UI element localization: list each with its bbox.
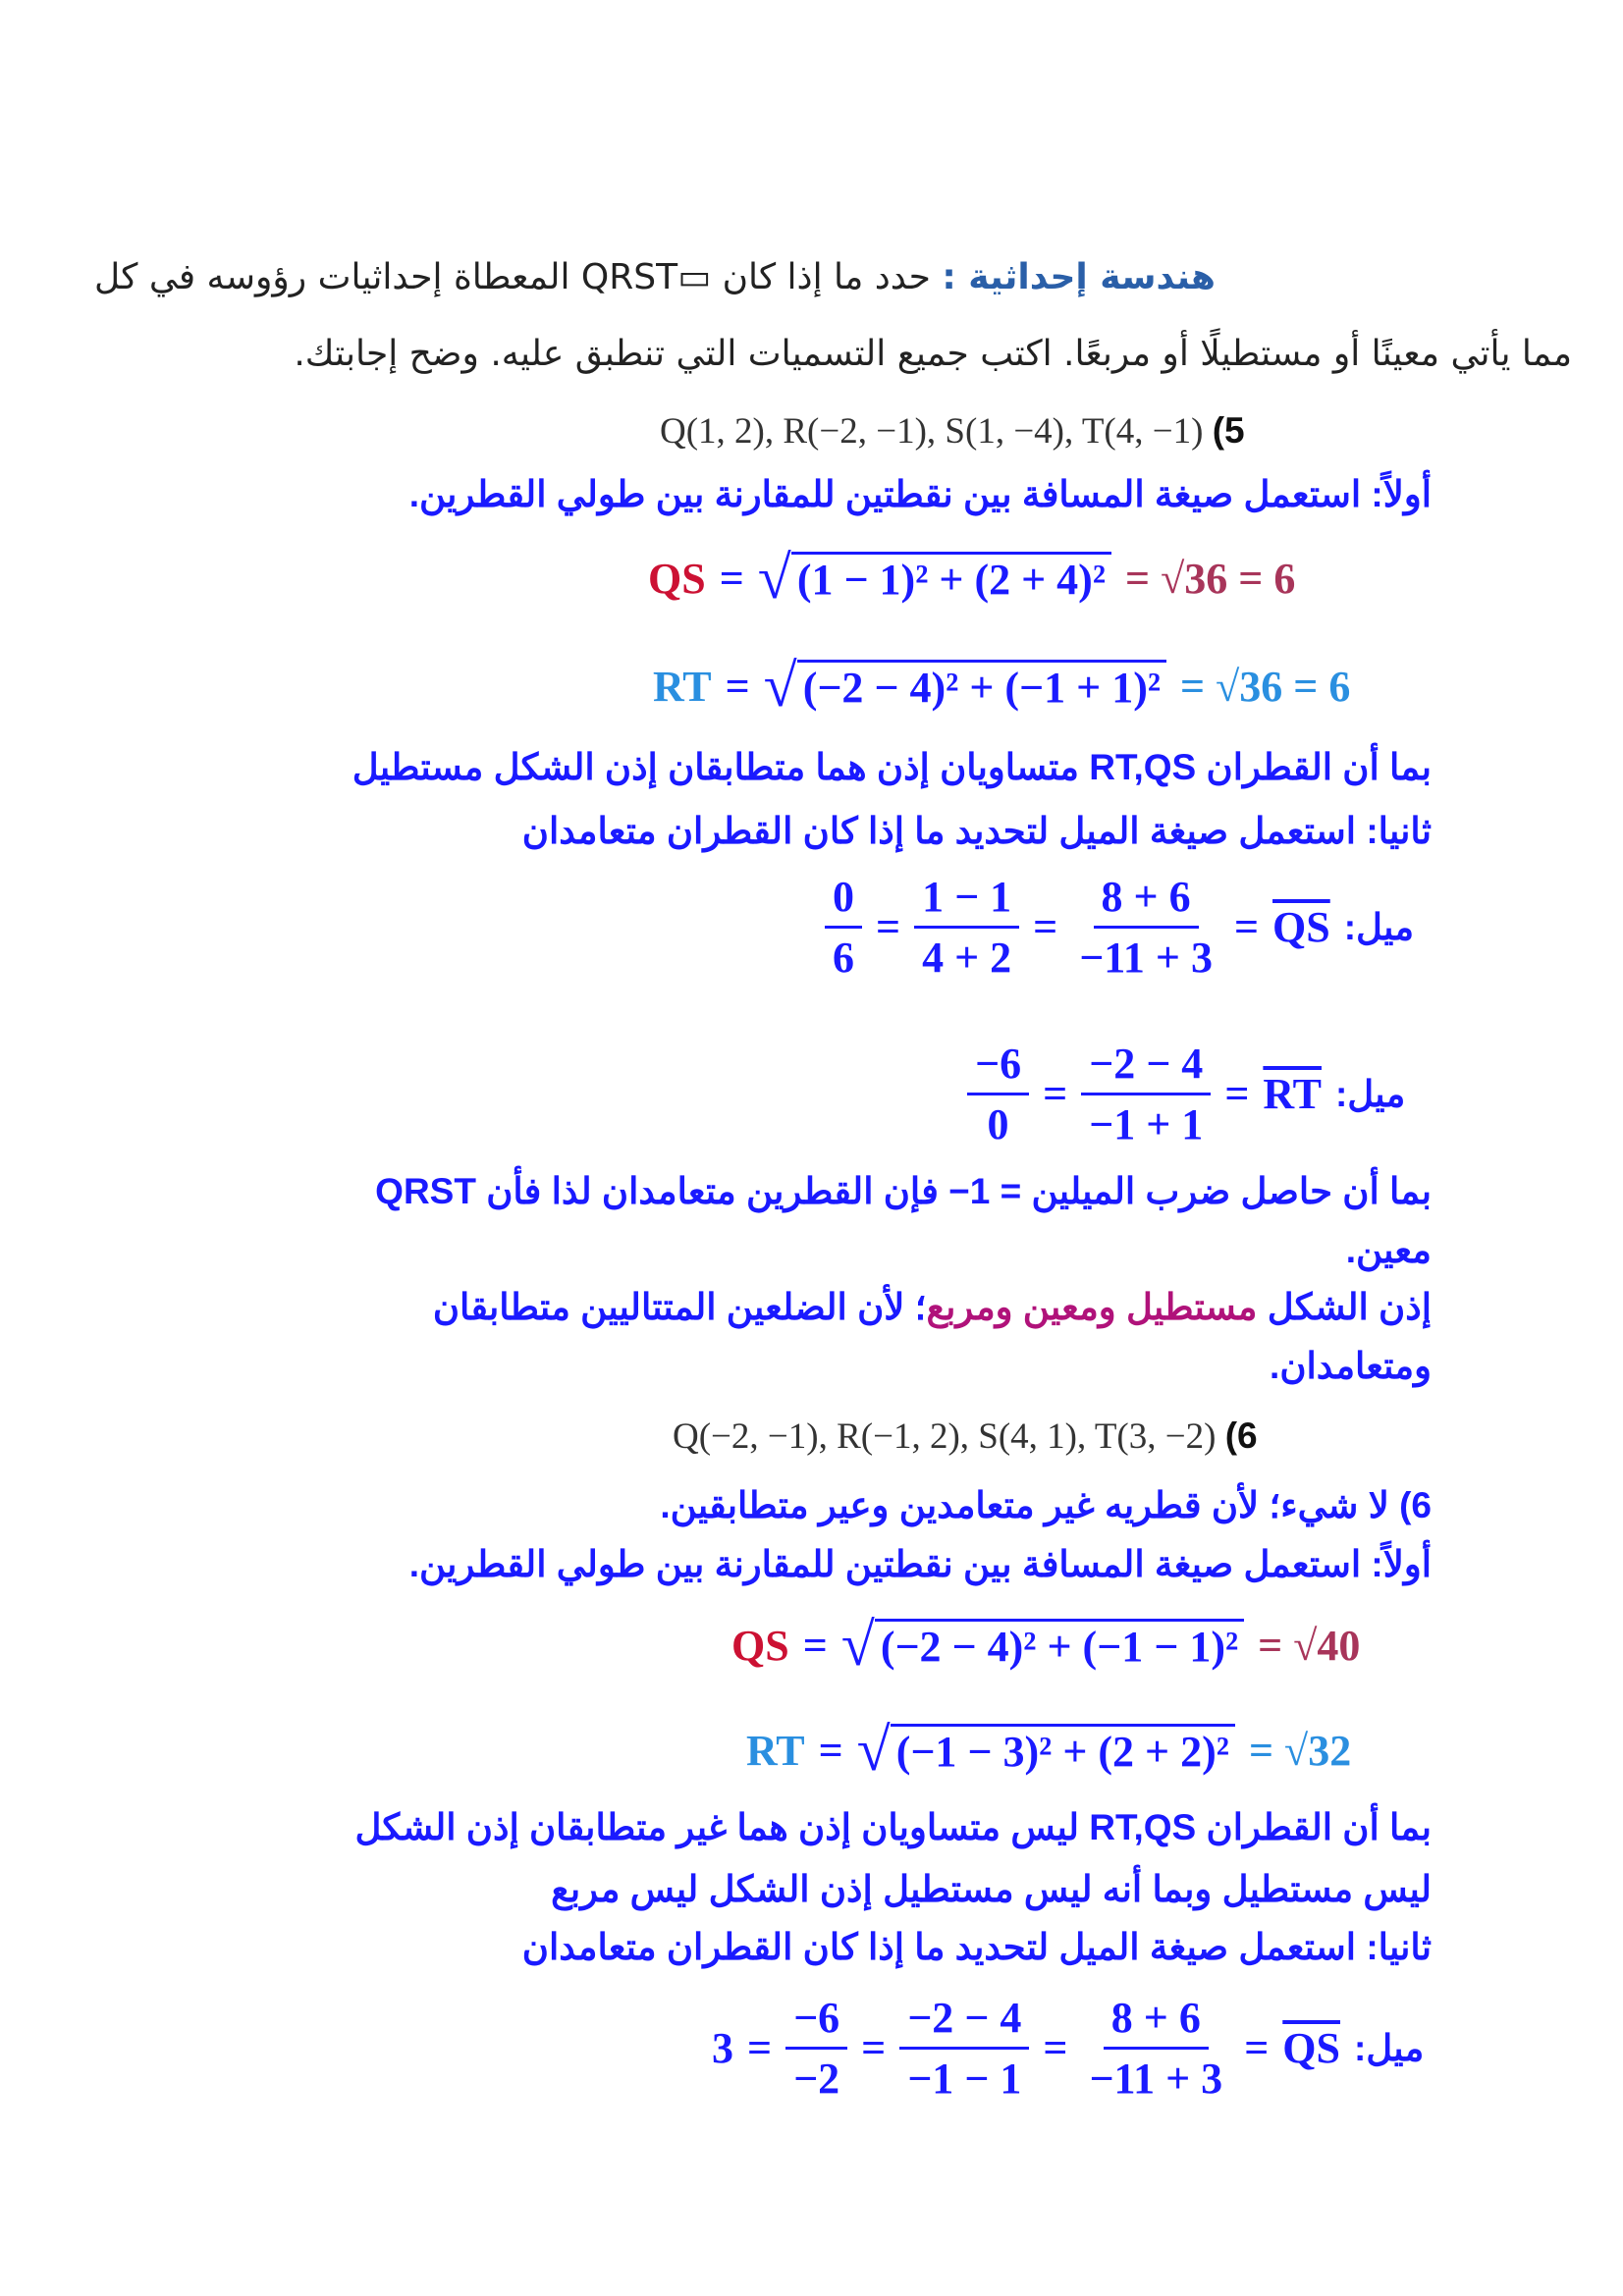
- problem5-diagonals-equal: بما أن القطران RT,QS متساويان إذن هما متطابقان إذن الشكل مستطيل: [352, 747, 1432, 787]
- problem6-first-step: أولاً: استعمل صيغة المسافة بين نقطتين للمقارنة بين طولي القطرين.: [408, 1544, 1432, 1584]
- rt6-label: RT: [746, 1726, 805, 1775]
- qs6-label: QS: [731, 1621, 789, 1670]
- problem6-coords-row: [673, 1415, 1258, 1458]
- qs-radical: √ (1 − 1)² + (2 + 4)²: [758, 548, 1111, 609]
- qs-slope-segment: $\overline{QS}$: [1272, 903, 1330, 951]
- problem5-rt-distance: RT = √ (−2 − 4)² + (−1 + 1)² = √36 = 6: [653, 653, 1351, 720]
- qs6-slope-frac-3: $\frac{-6}{-2}$: [785, 1993, 847, 2104]
- qs-slope-frac-3: $\frac{0}{6}$: [825, 872, 862, 983]
- rt-label: RT: [653, 662, 712, 711]
- problem5-conclusion: إذن الشكل مستطيل ومعين ومربع؛ لأن الضلعين المتتاليين متطابقان: [432, 1287, 1432, 1327]
- problem5-first-step: أولاً: استعمل صيغة المسافة بين نقطتين للمقارنة بين طولي القطرين.: [408, 474, 1432, 514]
- problem5-product-2: معين.: [1345, 1230, 1432, 1270]
- rt-expression: (−2 − 4)² + (−1 + 1)²: [797, 660, 1166, 713]
- qs-result: = √36 = 6: [1125, 554, 1296, 603]
- rt-slope-frac-2: $\frac{-6}{0}$: [967, 1039, 1029, 1149]
- qs6-slope-frac-2: $\frac{-2 - 4}{-1 - 1}$: [899, 1993, 1029, 2104]
- rt-radical: √ (−2 − 4)² + (−1 + 1)²: [764, 656, 1166, 717]
- qs6-radical: √ (−2 − 4)² + (−1 − 1)²: [841, 1615, 1244, 1676]
- problem5-rt-slope: $\frac{-6}{0}$ = $\frac{-2 - 4}{-1 + 1}$ = $\overline{RT}$ ميل:: [967, 1039, 1405, 1149]
- problem5-number: (5: [1212, 410, 1245, 451]
- problem6-diagonals-unequal: بما أن القطران RT,QS ليس متساويان إذن هما غير متطابقان إذن الشكل: [354, 1807, 1432, 1847]
- problem5-coords: Q(1, 2), R(−2, −1), S(1, −4), T(4, −1): [660, 411, 1204, 452]
- problem5-qs-distance: QS = √ (1 − 1)² + (2 + 4)² = √36 = 6: [648, 545, 1296, 612]
- header-text-1: حدد ما إذا كان ▭QRST المعطاة إحداثيات رؤوسه في كل: [94, 257, 931, 297]
- problem6-rt-distance: RT = √ (−1 − 3)² + (2 + 2)² = √32: [746, 1717, 1352, 1784]
- problem6-diagonals-unequal-2: ليس مستطيل وبما أنه ليس مستطيل إذن الشكل ليس مربع: [551, 1869, 1432, 1909]
- problem6-qs-distance: QS = √ (−2 − 4)² + (−1 − 1)² = √40: [731, 1612, 1361, 1679]
- qs-label: QS: [648, 554, 706, 603]
- qs6-slope-result: 3: [712, 2024, 733, 2072]
- problem5-second-step: ثانيا: استعمل صيغة الميل لتحديد ما إذا كان القطران متعامدان: [521, 811, 1432, 851]
- qs-expression: (1 − 1)² + (2 + 4)²: [791, 552, 1111, 605]
- qs6-result: = √40: [1258, 1621, 1361, 1670]
- qs6-expression: (−2 − 4)² + (−1 − 1)²: [875, 1619, 1244, 1672]
- problem6-second-step: ثانيا: استعمل صيغة الميل لتحديد ما إذا كان القطران متعامدان: [521, 1927, 1432, 1967]
- qs6-slope-label: ميل:: [1353, 2028, 1425, 2068]
- qs6-slope-frac-1: $\frac{8 + 6}{-11 + 3}$: [1089, 1994, 1223, 2103]
- qs-slope-frac-2: $\frac{1 - 1}{4 + 2}$: [914, 872, 1019, 983]
- rt-slope-label: ميل:: [1334, 1074, 1406, 1114]
- header-tag: هندسة إحداثية :: [942, 257, 1216, 297]
- problem5-coords-row: [660, 410, 1245, 453]
- problem6-coords: Q(−2, −1), R(−1, 2), S(4, 1), T(3, −2): [673, 1416, 1217, 1457]
- rt-slope-segment: $\overline{RT}$: [1263, 1070, 1322, 1118]
- slope-label: ميل:: [1343, 907, 1415, 947]
- problem5-product: بما أن حاصل ضرب الميلين = 1− فإن القطرين متعامدان لذا فأن QRST: [375, 1171, 1432, 1211]
- header-line-2: مما يأتي معينًا أو مستطيلًا أو مربعًا. اكتب جميع التسميات التي تنطبق عليه. وضح إجابتك.: [294, 334, 1572, 374]
- problem5-conclusion-2: ومتعامدان.: [1270, 1346, 1432, 1386]
- problem6-answer: 6) لا شيء؛ لأن قطريه غير متعامدين وعير متطابقين.: [660, 1485, 1432, 1525]
- rt-slope-frac-1: $\frac{-2 - 4}{-1 + 1}$: [1081, 1039, 1211, 1149]
- problem5-qs-slope: $\frac{0}{6}$ = $\frac{1 - 1}{4 + 2}$ = $\frac{8 + 6}{-11 + 3}$ = $\overline{QS}$ ميل:: [825, 872, 1414, 983]
- header-line-1: [37, 257, 1216, 297]
- shape-names: مستطيل ومعين ومربع: [926, 1287, 1258, 1327]
- rt-result: = √36 = 6: [1180, 662, 1351, 711]
- rt6-result: = √32: [1248, 1726, 1352, 1775]
- qs6-slope-segment: $\overline{QS}$: [1282, 2024, 1340, 2072]
- problem6-number: (6: [1224, 1415, 1258, 1456]
- problem6-qs-slope: 3 = $\frac{-6}{-2}$ = $\frac{-2 - 4}{-1 - 1}$ = $\frac{8 + 6}{-11 + 3}$ = $\overline{QS}$ ميل:: [712, 1994, 1425, 2103]
- qs-slope-frac-1: $\frac{8 + 6}{-11 + 3}$: [1079, 873, 1213, 982]
- rt6-radical: √ (−1 − 3)² + (2 + 2)²: [857, 1720, 1235, 1781]
- rt6-expression: (−1 − 3)² + (2 + 2)²: [891, 1724, 1235, 1777]
